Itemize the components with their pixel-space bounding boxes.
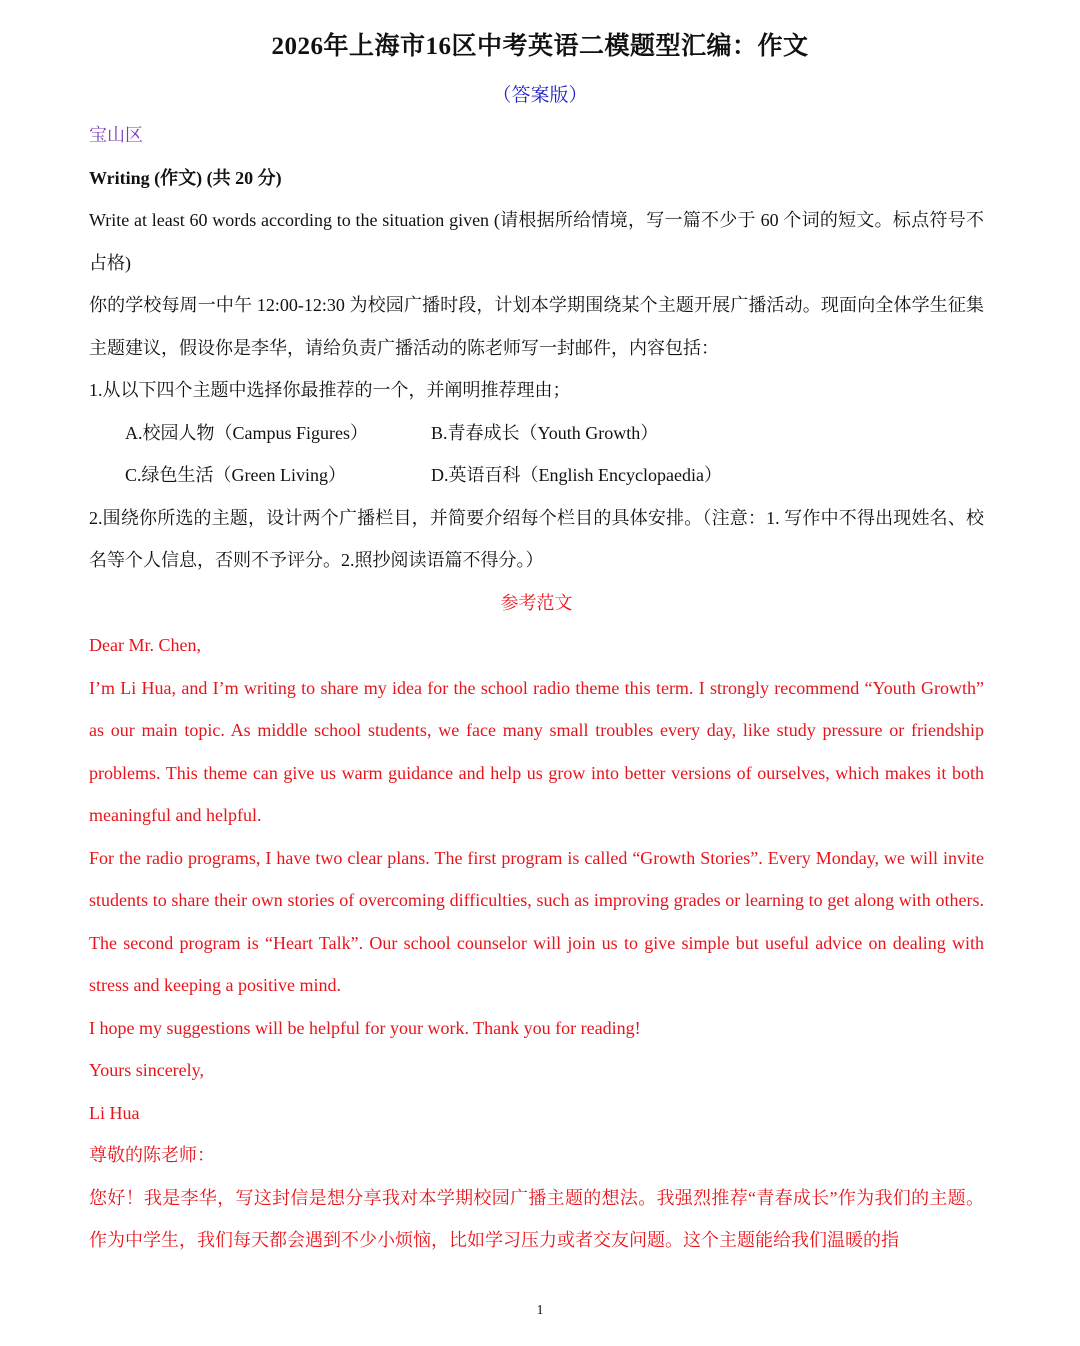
answer-version-label: （答案版） <box>492 85 588 106</box>
sample-signature: Li Hua <box>89 1102 140 1123</box>
option-a: A.校园人物（Campus Figures） <box>125 422 368 443</box>
writing-prompt: 你的学校每周一中午 12:00-12:30 为校园广播时段，计划本学期围绕某个主题开展广播活动。现面向全体学生征集主题建议，假设你是李华，请给负责广播活动的陈老师写一封邮件，内容包括： <box>89 295 984 358</box>
requirement-1: 1.从以下四个主题中选择你最推荐的一个，并阐明推荐理由； <box>89 380 571 400</box>
sample-paragraph-2: For the radio programs, I have two clear plans. The first program is called “Growth Stories”. Every Monday, we will invite students to share their own stories of overcoming difficulties, such as improving grades or learning to get along with others. The second program is “Heart Talk”. Our school counselor will join us to give simple but useful advice on dealing with stress and keeping a positive mind. <box>89 847 984 995</box>
district-label: 宝山区 <box>89 125 143 145</box>
chinese-paragraph-1: 您好！我是李华，写这封信是想分享我对本学期校园广播主题的想法。我强烈推荐“青春成长”作为我们的主题。作为中学生，我们每天都会遇到不少小烦恼，比如学习压力或者交友问题。这个主题能给我们温暖的指 <box>89 1187 984 1250</box>
theme-options <box>89 412 984 497</box>
sample-essay-heading: 参考范文 <box>500 592 573 613</box>
sample-closing: Yours sincerely, <box>89 1060 204 1080</box>
sample-paragraph-1: I’m Li Hua, and I’m writing to share my idea for the school radio theme this term. I strongly recommend “Youth Growth” as our main topic. As middle school students, we face many small troubles every day, like study pressure or friendship problems. This theme can give us warm guidance and help us grow into better versions of ourselves, which makes it both meaningful and helpful. <box>89 677 984 825</box>
option-c: C.绿色生活（Green Living） <box>125 465 346 485</box>
option-b: B.青春成长（Youth Growth） <box>431 422 659 443</box>
sample-paragraph-3: I hope my suggestions will be helpful for your work. Thank you for reading! <box>89 1017 641 1038</box>
document-title: 2026年上海市16区中考英语二模题型汇编：作文 <box>271 33 809 60</box>
requirement-2: 2.围绕你所选的主题，设计两个广播栏目，并简要介绍每个栏目的具体安排。（注意：1. 写作中不得出现姓名、校名等个人信息，否则不予评分。2.照抄阅读语篇不得分。） <box>89 507 984 570</box>
writing-instruction: Write at least 60 words according to the situation given (请根据所给情境，写一篇不少于 60 个词的短文。标点符号不占格) <box>89 210 984 273</box>
chinese-salutation: 尊敬的陈老师： <box>89 1145 215 1165</box>
page-number: 1 <box>536 1303 544 1318</box>
option-d: D.英语百科（English Encyclopaedia） <box>431 465 722 485</box>
section-heading: Writing (作文) (共 20 分) <box>89 167 282 188</box>
sample-salutation: Dear Mr. Chen, <box>89 635 201 655</box>
document-body <box>89 114 984 1262</box>
